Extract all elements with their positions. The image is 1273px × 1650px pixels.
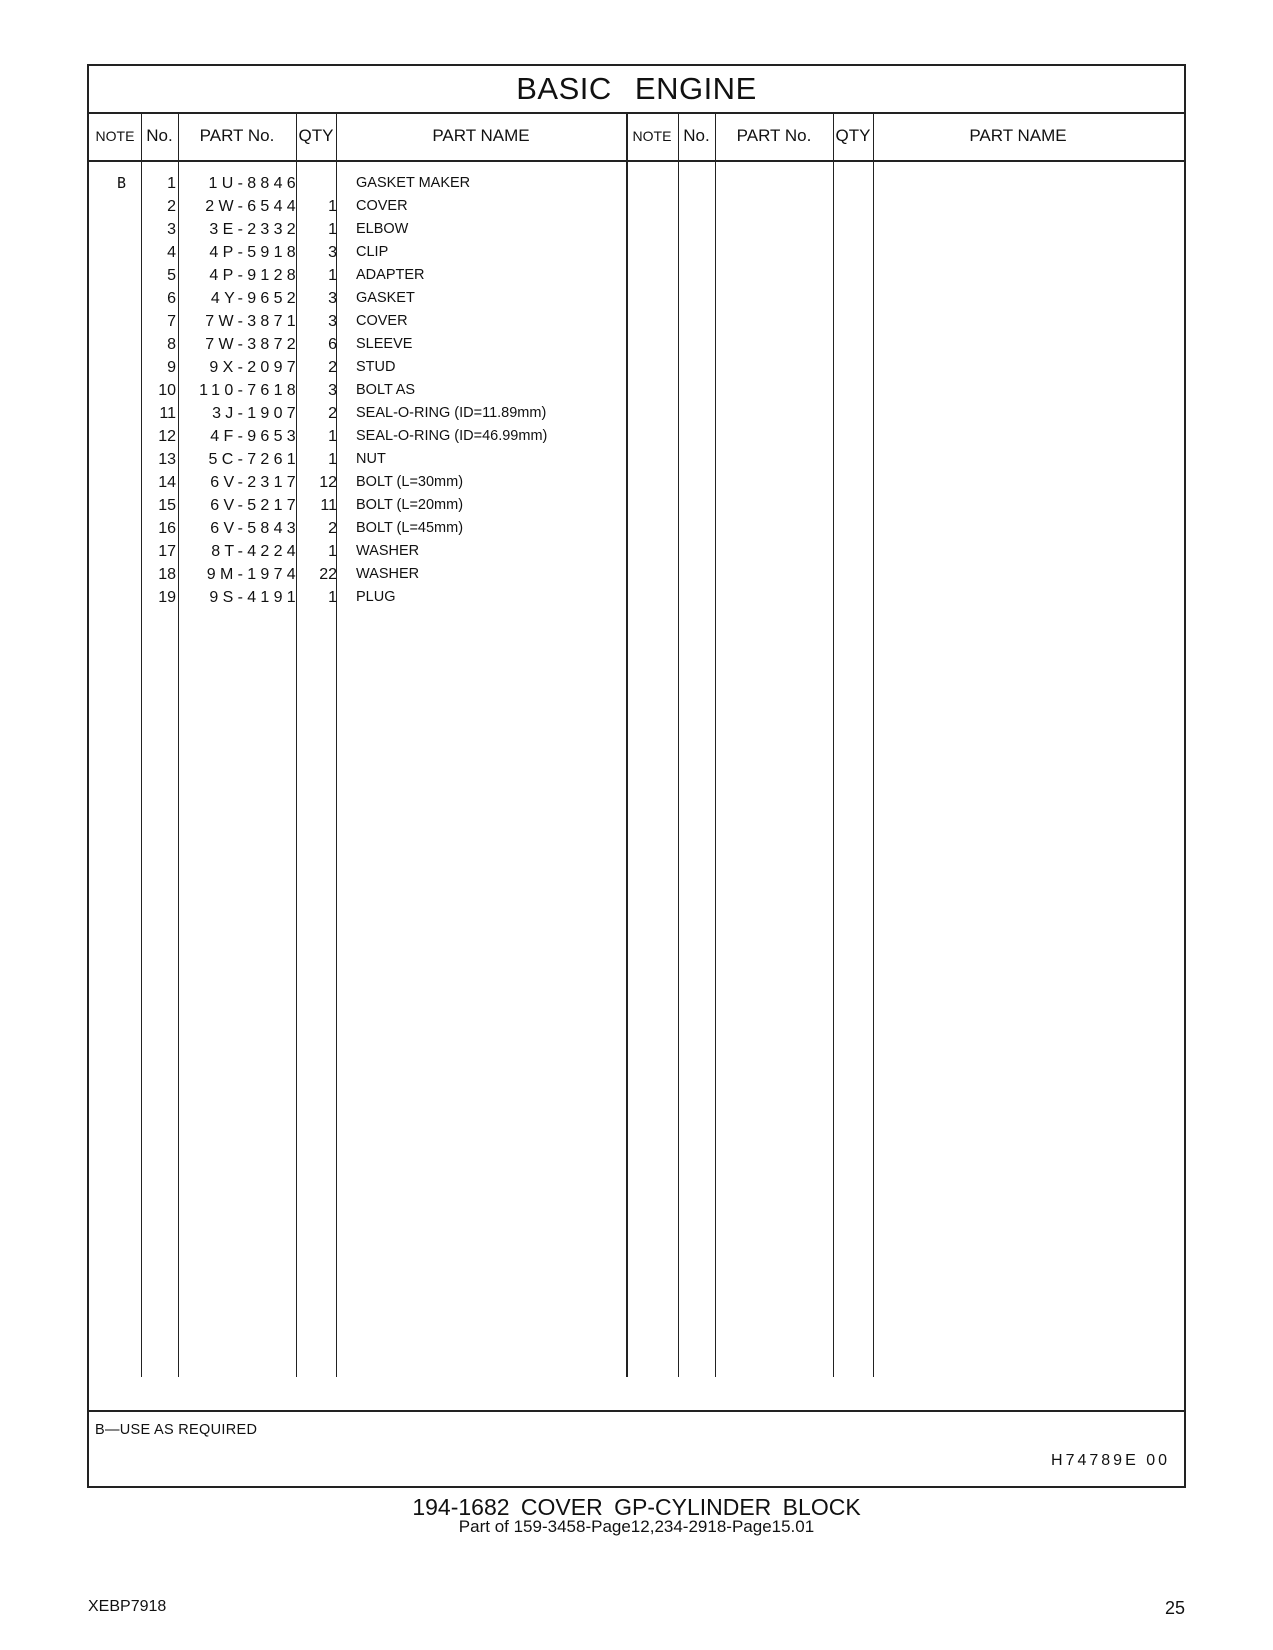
- table-footer-divider: [89, 1410, 1184, 1412]
- table-row: [89, 356, 689, 379]
- table-row: [89, 425, 689, 448]
- row-number: 10: [158, 382, 176, 399]
- row-part-number: 4Y-9652: [210, 290, 300, 307]
- row-part-name: COVER: [356, 313, 408, 329]
- row-part-name: SLEEVE: [356, 336, 413, 352]
- row-quantity: 1: [328, 589, 337, 606]
- parts-table: [87, 64, 1186, 1488]
- row-part-number: 6V-5217: [210, 497, 300, 514]
- row-part-name: BOLT (L=20mm): [356, 497, 464, 513]
- table-row: [89, 218, 689, 241]
- row-number: 4: [167, 244, 176, 261]
- row-part-name: PLUG: [356, 589, 396, 605]
- row-part-number: 9X-2097: [209, 359, 300, 376]
- table-row: [89, 471, 689, 494]
- row-quantity: 1: [328, 543, 337, 560]
- document-reference: H74789E 00: [1051, 1452, 1170, 1469]
- row-quantity: 2: [328, 359, 337, 376]
- row-part-name: BOLT (L=30mm): [356, 474, 464, 490]
- row-part-name: STUD: [356, 359, 396, 375]
- row-quantity: 12: [319, 474, 337, 491]
- row-part-number: 8T-4224: [211, 543, 300, 560]
- header-no: No.: [146, 126, 173, 145]
- row-part-number: 6V-2317: [210, 474, 300, 491]
- table-row: [89, 402, 689, 425]
- row-part-number: 1U-8846: [208, 175, 300, 192]
- row-part-number: 6V-5843: [210, 520, 300, 537]
- table-row: [89, 310, 689, 333]
- page-number: 25: [1164, 1598, 1185, 1618]
- row-part-number: 4P-5918: [209, 244, 300, 261]
- row-quantity: 3: [328, 244, 337, 261]
- row-part-name: SEAL-O-RING (ID=11.89mm): [356, 405, 547, 421]
- header-note-2: NOTE: [632, 128, 672, 144]
- header-no-2: No.: [683, 126, 710, 145]
- column-divider: [715, 112, 716, 1377]
- row-part-number: 110-7618: [199, 382, 300, 399]
- row-part-number: 9M-1974: [206, 566, 300, 583]
- row-number: 3: [167, 221, 176, 238]
- row-number: 16: [158, 520, 176, 537]
- row-quantity: 22: [319, 566, 337, 583]
- row-part-name: CLIP: [356, 244, 389, 260]
- row-number: 9: [167, 359, 176, 376]
- row-number: 11: [159, 405, 176, 422]
- table-row: [89, 448, 689, 471]
- row-quantity: 3: [328, 313, 337, 330]
- header-part-no: PART No.: [199, 126, 275, 145]
- row-part-name: GASKET: [356, 290, 415, 306]
- row-part-name: BOLT (L=45mm): [356, 520, 464, 536]
- row-part-name: GASKET MAKER: [356, 175, 471, 191]
- row-number: 17: [158, 543, 176, 560]
- row-part-name: BOLT AS: [356, 382, 416, 398]
- header-part-name-2: PART NAME: [969, 126, 1067, 145]
- row-number: 14: [158, 474, 176, 491]
- row-part-name: ELBOW: [356, 221, 409, 237]
- row-part-name: WASHER: [356, 566, 420, 582]
- header-qty-2: QTY: [835, 126, 871, 145]
- row-quantity: 11: [320, 497, 337, 514]
- row-part-number: 7W-3871: [205, 313, 300, 330]
- row-number: 8: [167, 336, 176, 353]
- section-title: BASIC ENGINE: [89, 66, 1184, 114]
- row-part-number: 3E-2332: [209, 221, 300, 238]
- header-part-no-2: PART No.: [736, 126, 812, 145]
- row-part-number: 2W-6544: [205, 198, 300, 215]
- row-number: 18: [158, 566, 176, 583]
- row-part-name: SEAL-O-RING (ID=46.99mm): [356, 428, 548, 444]
- row-quantity: 2: [328, 405, 337, 422]
- table-row: [89, 241, 689, 264]
- row-part-number: 3J-1907: [212, 405, 300, 422]
- row-quantity: 3: [328, 290, 337, 307]
- column-divider: [833, 112, 834, 1377]
- table-row: [89, 586, 689, 609]
- row-part-name: NUT: [356, 451, 386, 467]
- row-note: B: [117, 174, 127, 192]
- row-number: 7: [167, 313, 176, 330]
- row-number: 1: [167, 175, 176, 192]
- table-row: [89, 563, 689, 586]
- table-row: [89, 494, 689, 517]
- row-part-number: 9S-4191: [209, 589, 300, 606]
- row-part-name: COVER: [356, 198, 408, 214]
- row-quantity: 2: [328, 520, 337, 537]
- table-row: [89, 287, 689, 310]
- row-quantity: 1: [328, 267, 337, 284]
- table-row: [89, 379, 689, 402]
- row-part-number: 5C-7261: [208, 451, 300, 468]
- figure-subcaption: Part of 159-3458-Page12,234-2918-Page15.01: [458, 1517, 815, 1536]
- row-quantity: 1: [328, 198, 337, 215]
- table-row: [89, 195, 689, 218]
- table-row: [89, 540, 689, 563]
- row-number: 6: [167, 290, 176, 307]
- row-quantity: 1: [328, 451, 337, 468]
- row-quantity: 1: [328, 428, 337, 445]
- row-part-name: WASHER: [356, 543, 420, 559]
- row-part-number: 4F-9653: [210, 428, 300, 445]
- header-part-name: PART NAME: [432, 126, 530, 145]
- row-number: 13: [158, 451, 176, 468]
- row-number: 12: [158, 428, 176, 445]
- row-part-number: 7W-3872: [205, 336, 300, 353]
- footnote: B—USE AS REQUIRED: [95, 1422, 258, 1438]
- row-quantity: 3: [328, 382, 337, 399]
- table-body: [89, 172, 689, 609]
- header-note: NOTE: [95, 128, 135, 144]
- row-quantity: 6: [328, 336, 337, 353]
- header-qty: QTY: [298, 126, 334, 145]
- table-row: [89, 172, 689, 195]
- figure-caption: 194-1682 COVER GP-CYLINDER BLOCK: [412, 1494, 861, 1520]
- row-quantity: 1: [328, 221, 337, 238]
- row-number: 5: [167, 267, 176, 284]
- table-header: [89, 112, 1184, 162]
- publication-number: XEBP7918: [88, 1598, 167, 1615]
- row-part-name: ADAPTER: [356, 267, 425, 283]
- row-number: 15: [158, 497, 176, 514]
- row-part-number: 4P-9128: [209, 267, 300, 284]
- column-divider: [873, 112, 874, 1377]
- row-number: 2: [167, 198, 176, 215]
- row-number: 19: [158, 589, 176, 606]
- table-row: [89, 517, 689, 540]
- table-row: [89, 333, 689, 356]
- table-row: [89, 264, 689, 287]
